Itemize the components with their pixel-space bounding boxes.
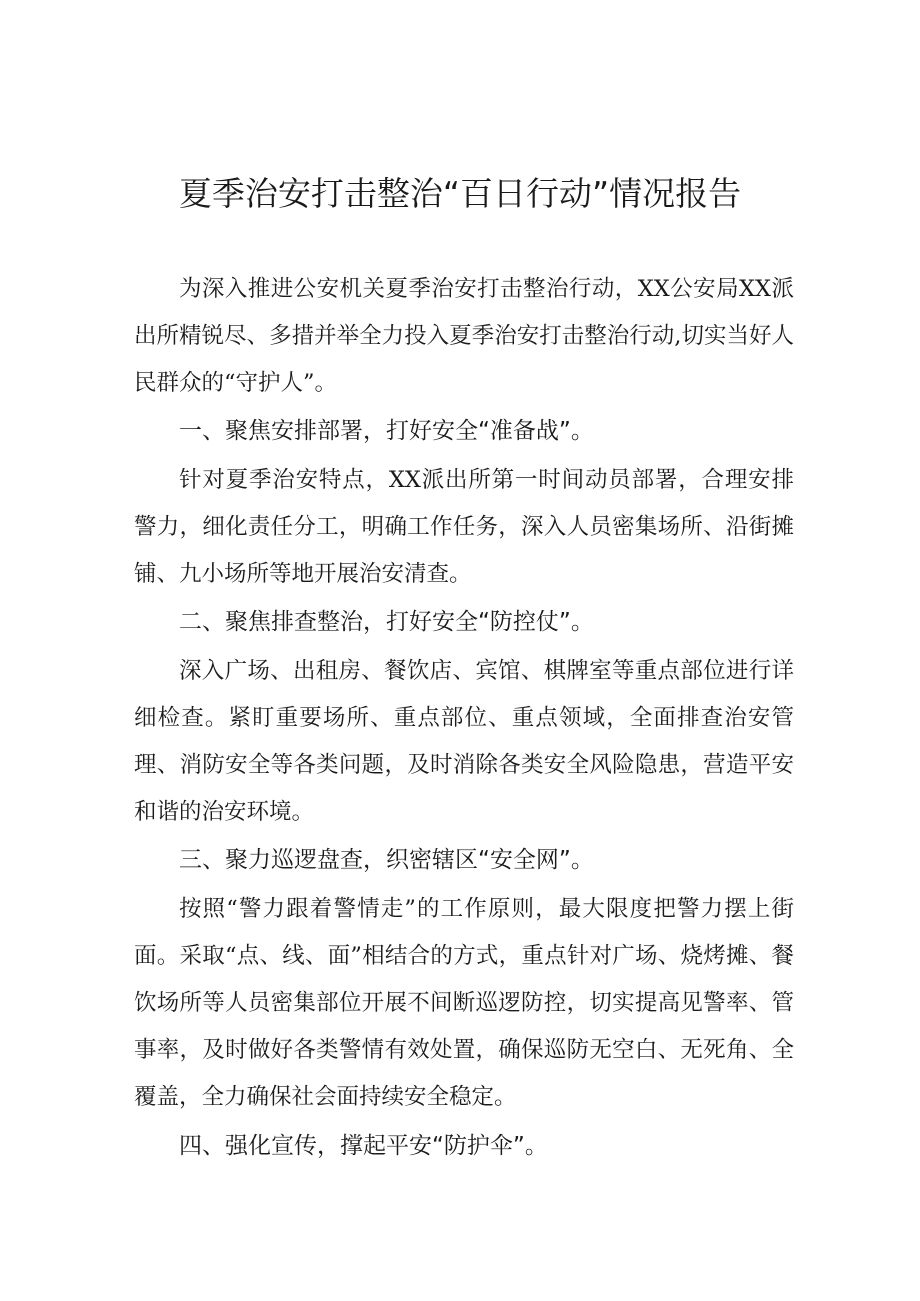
section-heading-1: 一、聚焦安排部署，打好安全“准备战”。	[179, 418, 594, 444]
intro-paragraph: 为深入推进公安机关夏季治安打击整治行动，XX公安局XX派出所精锐尽、多措并举全力投入夏季治安打击整治行动,切实当好人民群众的“守护人”。	[134, 276, 794, 396]
document-body	[134, 266, 794, 1170]
section-body-1: 针对夏季治安特点，XX派出所第一时间动员部署，合理安排警力，细化责任分工，明确工作任务，深入人员密集场所、沿街摊铺、九小场所等地开展治安清查。	[134, 467, 794, 587]
section-body-2: 深入广场、出租房、餐饮店、宾馆、棋牌室等重点部位进行详细检查。紧盯重要场所、重点部位、重点领域，全面排查治安管理、消防安全等各类问题，及时消除各类安全风险隐患，营造平安和谐的治安环境。	[134, 658, 794, 825]
document-title: 夏季治安打击整治“百日行动”情况报告	[178, 174, 742, 213]
section-heading-4: 四、强化宣传，撑起平安“防护伞”。	[179, 1133, 548, 1159]
section-heading-2: 二、聚焦排查整治，打好安全“防控仗”。	[179, 609, 594, 635]
section-heading-3: 三、聚力巡逻盘查，织密辖区“安全网”。	[179, 847, 594, 873]
section-body-3: 按照“警力跟着警情走”的工作原则，最大限度把警力摆上街面。采取“点、线、面”相结合的方式，重点针对广场、烧烤摊、餐饮场所等人员密集部位开展不间断巡逻防控，切实提高见警率、管事率，及时做好各类警情有效处置，确保巡防无空白、无死角、全覆盖，全力确保社会面持续安全稳定。	[134, 896, 794, 1110]
